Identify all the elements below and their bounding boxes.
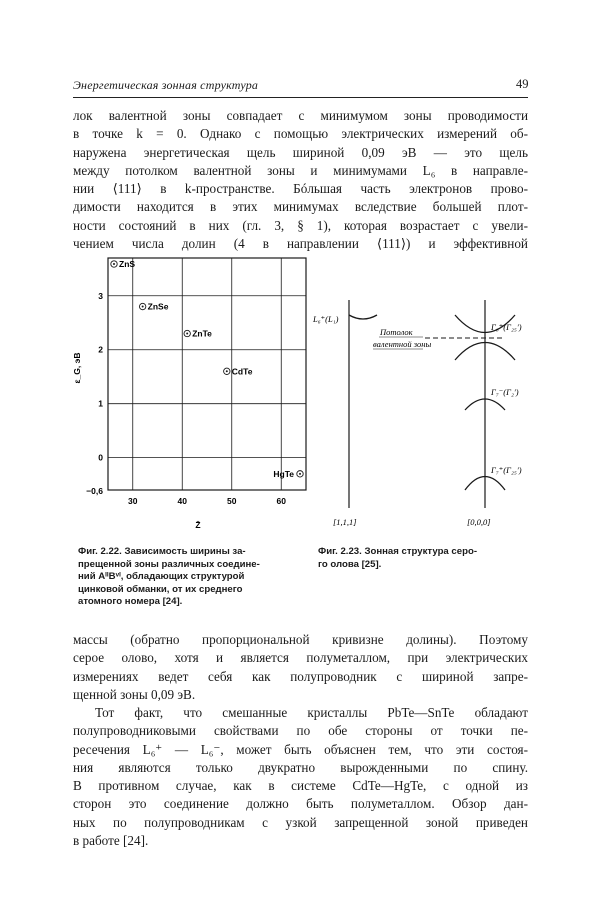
text-line: в точке k = 0. Однако с помощью электрических измерений об-	[73, 126, 528, 142]
y-axis-label: ε_G, эВ	[72, 352, 82, 384]
point-dot	[226, 370, 228, 372]
text-line: в работе [24].	[73, 833, 149, 849]
point-dot	[186, 333, 188, 335]
text-line: измерениях ведет себя как полупроводник с шириной запре-	[73, 668, 528, 684]
y-tick-label: 0	[98, 452, 103, 463]
chart-ticks	[86, 291, 286, 506]
point-dot	[113, 263, 115, 265]
label-ceiling-2: валентной зоны	[373, 339, 432, 349]
figure-2-22-chart	[70, 250, 320, 540]
label-gamma7-plus: Γ₇⁺(Γ₂₅′)	[491, 465, 522, 475]
y-tick-label: 2	[98, 344, 103, 355]
page-number: 49	[516, 77, 529, 91]
running-title: Энергетическая зонная структура	[73, 78, 259, 92]
text-line: между потолком валентной зоны и минимумами L₆ в направле-	[73, 162, 528, 178]
header-rule	[73, 97, 528, 98]
caption-line: Фиг. 2.23. Зонная структура серо-	[318, 546, 478, 557]
y-tick-label: −0,6	[86, 486, 103, 496]
text-line: чением числа долин (4 в направлении ⟨111⟩) и эффективной	[73, 236, 528, 252]
x-tick-label: 30	[128, 496, 138, 506]
chart-grid	[108, 258, 306, 490]
data-point-znte	[184, 329, 212, 339]
plot-border	[108, 258, 306, 490]
text-line: В противном случае, как в системе CdTe—HgTe, с одной из	[73, 778, 528, 794]
text-line: массы (обратно пропорциональной кривизне долины). Поэтому	[73, 632, 528, 647]
text-line: щенной зоны 0,09 эВ.	[73, 686, 196, 702]
text-line: наружена энергетическая щель шириной 0,09 эВ — это щель	[73, 144, 528, 160]
x-tick-label: 50	[227, 496, 237, 506]
text-line: лок валентной зоны совпадает с минимумом зоны проводимости	[73, 108, 528, 123]
top-paragraph	[73, 107, 528, 253]
caption-line: цинковой обманки, от их среднего	[78, 583, 243, 595]
data-point-zns	[111, 259, 136, 269]
figure-2-23-band-structure	[305, 285, 530, 535]
caption-line: ний AᴵᴵBᵛᴵ, обладающих структурой	[78, 571, 245, 583]
point-label: ZnTe	[192, 328, 212, 339]
x-axis-label: Z̄	[195, 520, 201, 530]
point-label: CdTe	[231, 366, 253, 377]
label-gamma8: Γ₈⁺(Γ₂₅′)	[491, 322, 522, 332]
chart-points	[111, 259, 303, 479]
y-tick-label: 3	[98, 290, 103, 301]
point-dot	[299, 473, 301, 475]
figure-2-22-caption	[78, 546, 298, 609]
text-line: сторон это соединение должно быть полуметаллом. Обзор дан-	[73, 796, 528, 812]
data-point-cdte	[224, 366, 253, 376]
label-ceiling-1: Потолок	[380, 327, 413, 337]
text-line: ных по полупроводникам с узкой запрещенной зоной приведен	[73, 814, 528, 830]
text-line: серое олово, хотя и является полуметаллом, при электрических	[73, 650, 528, 666]
caption-line: атомного номера [24].	[78, 596, 183, 608]
x-tick-label: 40	[177, 496, 187, 506]
k-label-right: [0,0,0]	[467, 517, 491, 527]
point-dot	[142, 306, 144, 308]
text-line: ния являются только двукратно вырожденными по спину.	[73, 759, 528, 775]
text-line: ресечения L₆⁺ — L₆⁻, может быть объяснен тем, что эти состоя-	[73, 741, 528, 757]
data-point-hgte	[273, 469, 303, 479]
x-tick-label: 60	[276, 496, 286, 506]
label-gamma7-minus: Γ₇⁻(Γ₂′)	[491, 387, 519, 397]
text-line: димости находится в этих минимумах вследствие большей плот-	[73, 199, 528, 215]
text-line: ности состояний в них (гл. 3, § 1), которая возрастает с увели-	[73, 217, 528, 233]
point-label: HgTe	[273, 468, 294, 479]
k-label-left: [1,1,1]	[333, 517, 357, 527]
bottom-paragraph-2	[73, 704, 528, 850]
y-tick-label: 1	[98, 398, 103, 409]
point-label: ZnSe	[147, 301, 169, 312]
figure-2-23-caption	[318, 546, 528, 571]
l6-band-curve	[349, 315, 377, 319]
text-line: Тот факт, что смешанные кристаллы PbTe—SnTe обладают	[95, 705, 528, 720]
chart-frame	[108, 258, 306, 490]
text-line: нии ⟨111⟩ в k-пространстве. Бóльшая часть электронов прово-	[73, 181, 528, 197]
data-point-znse	[139, 302, 168, 312]
text-line: полупроводниковыми свойствами по обе стороны от точки пе-	[73, 723, 528, 739]
caption-line: Фиг. 2.22. Зависимость ширины за-	[78, 546, 246, 557]
bottom-paragraph-1	[73, 631, 528, 704]
caption-line: прещенной зоны различных соедине-	[78, 558, 260, 570]
label-l6: L₆⁺(L₁)	[313, 314, 339, 324]
caption-line: го олова [25].	[318, 558, 382, 570]
point-label: ZnS	[119, 259, 136, 269]
